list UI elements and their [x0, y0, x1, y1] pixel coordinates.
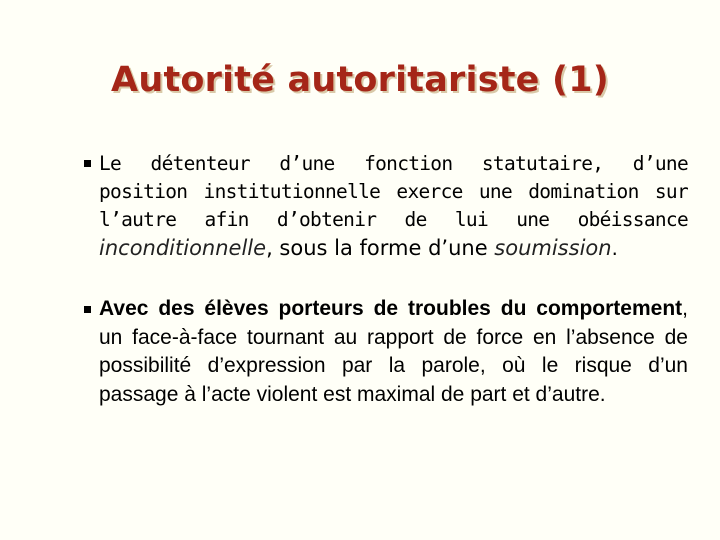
bullet-item-1: [84, 150, 688, 263]
bullet-1-emphasis-inconditionnelle: inconditionnelle: [99, 236, 267, 260]
bullet-1-emphasis-soumission: soumission: [494, 236, 612, 260]
square-bullet-icon: [84, 160, 91, 167]
bullet-1-text: Le détenteur d’une fonction statutaire, d’une position institutionnelle exerce une domination sur l’autre afin d’obtenir de lui une obéissance: [99, 152, 688, 231]
bullet-2-text: , un face-à-face tournant au rapport de force en l’absence de possibilité d’expression par la parole, où le risque d’un passage à l’acte violent est maximal de part et d’autre.: [99, 297, 688, 406]
bullet-1-middle-text: , sous la forme d’une: [266, 236, 488, 260]
square-bullet-icon: [84, 306, 91, 313]
bullet-item-2: [84, 295, 688, 409]
bullet-list: [84, 150, 688, 409]
bullet-1-end: .: [611, 237, 618, 260]
slide-title: Autorité autoritariste (1): [111, 60, 609, 100]
bullet-2-strong-text: Avec des élèves porteurs de troubles du comportement: [99, 297, 683, 320]
